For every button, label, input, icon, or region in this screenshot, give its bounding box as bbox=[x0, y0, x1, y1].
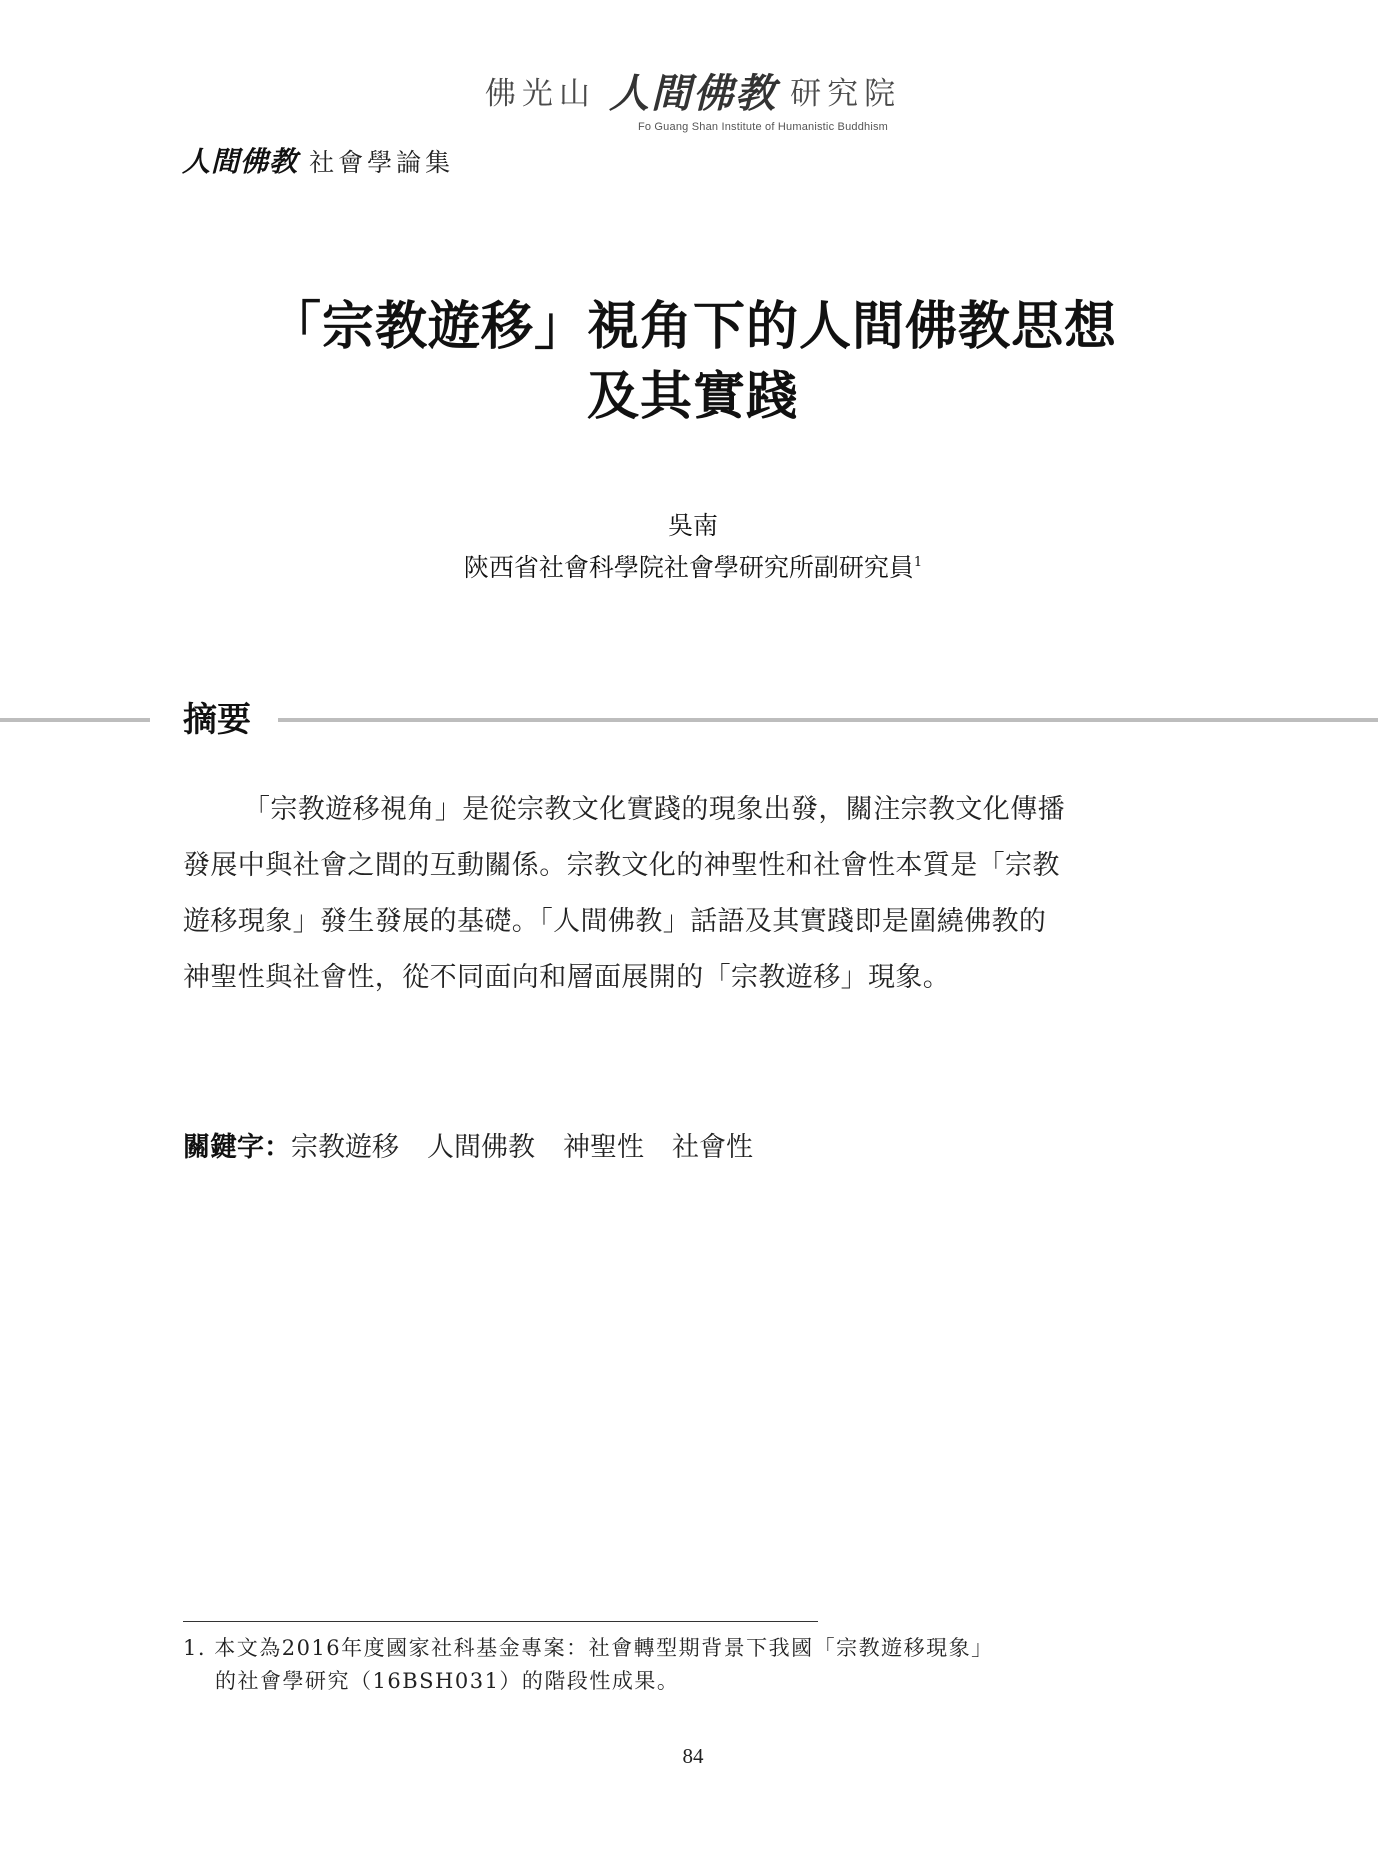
masthead-subtitle: Fo Guang Shan Institute of Humanistic Buddhism bbox=[637, 121, 889, 133]
page-number: 84 bbox=[682, 1744, 704, 1768]
affiliation-text: 陝西省社會科學院社會學研究所副研究員 bbox=[463, 553, 914, 582]
footnote-line-2: 的社會學研究（16BSH031）的階段性成果。 bbox=[215, 1669, 680, 1693]
abstract-heading-row bbox=[0, 695, 1386, 745]
title-line-1: 「宗教遊移」視角下的人間佛教思想 bbox=[268, 296, 1117, 357]
series-brand-logo: 人間佛教 bbox=[182, 145, 299, 178]
keyword-item: 社會性 bbox=[672, 1132, 753, 1163]
heading-rule-right bbox=[278, 718, 1378, 722]
heading-rule-left bbox=[0, 718, 150, 722]
footnote-reference: 1 bbox=[913, 555, 923, 570]
author-affiliation bbox=[0, 547, 1386, 589]
series-header bbox=[182, 140, 454, 180]
footnote bbox=[183, 1632, 1183, 1698]
abstract-line: 神聖性與社會性，從不同面向和層面展開的「宗教遊移」現象。 bbox=[183, 962, 951, 993]
abstract-line: 遊移現象」發生發展的基礎。「人間佛教」話語及其實踐即是圍繞佛教的 bbox=[183, 906, 1047, 937]
masthead-right-text: 研究院 bbox=[790, 76, 902, 112]
article-title bbox=[0, 292, 1386, 432]
footnote-line-1: 1. 本文為2016年度國家社科基金專案：社會轉型期背景下我國「宗教遊移現象」 bbox=[183, 1636, 994, 1660]
keywords bbox=[183, 1128, 781, 1168]
masthead-brand-logo: 人間佛教 bbox=[609, 70, 777, 117]
abstract-line: 「宗教遊移視角」是從宗教文化實踐的現象出發，關注宗教文化傳播 bbox=[243, 794, 1065, 825]
abstract-heading: 摘要 bbox=[183, 700, 251, 740]
keyword-item: 宗教遊移 bbox=[291, 1132, 399, 1163]
author-name: 吳南 bbox=[667, 511, 718, 540]
abstract-body bbox=[183, 782, 1178, 1006]
series-name: 社會學論集 bbox=[309, 148, 455, 177]
masthead-left-text: 佛光山 bbox=[484, 76, 596, 112]
keywords-label: 關鍵字： bbox=[183, 1132, 291, 1163]
masthead bbox=[0, 62, 1386, 133]
footnote-separator bbox=[183, 1621, 818, 1622]
abstract-line: 發展中與社會之間的互動關係。宗教文化的神聖性和社會性本質是「宗教 bbox=[183, 850, 1060, 881]
author-block bbox=[0, 505, 1386, 589]
keyword-item: 人間佛教 bbox=[427, 1132, 535, 1163]
institute-name bbox=[485, 62, 901, 119]
keyword-item: 神聖性 bbox=[563, 1132, 644, 1163]
title-line-2: 及其實踐 bbox=[586, 366, 799, 427]
